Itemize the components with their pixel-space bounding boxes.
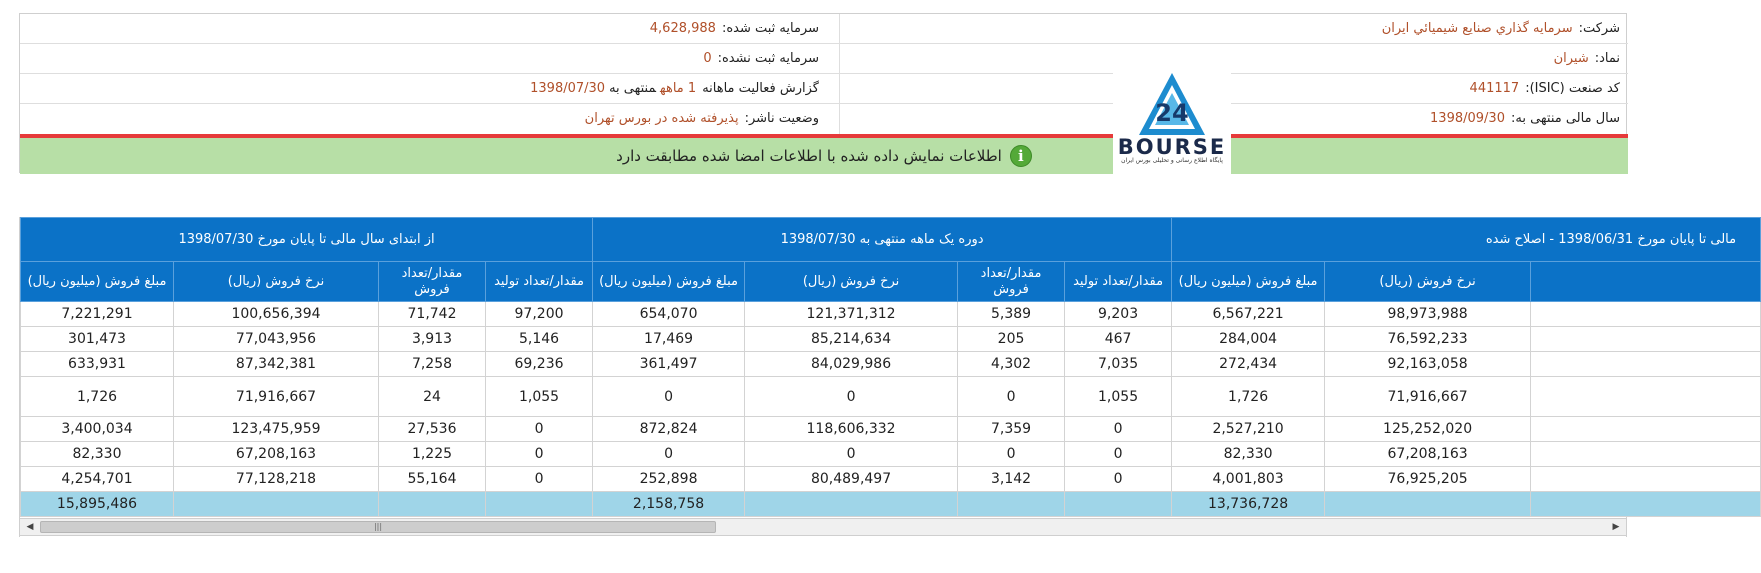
- group-header-row: [21, 218, 1761, 262]
- col-prior-hidden: [1531, 262, 1761, 302]
- cell-prior-hidden: [1531, 417, 1761, 442]
- publisher-row: [20, 104, 840, 134]
- bourse24-logo[interactable]: [1113, 57, 1231, 175]
- cell-month-qty-prod: 0: [1065, 417, 1172, 442]
- unregistered-capital-row: [20, 44, 840, 74]
- cell-month-amount: 17,469: [593, 327, 745, 352]
- cell-month-qty-prod: 7,035: [1065, 352, 1172, 377]
- col-prior-amount: مبلغ فروش (میلیون ریال): [1172, 262, 1325, 302]
- cell-prior-rate: 67,208,163: [1325, 442, 1531, 467]
- col-month-rate: نرخ فروش (ریال): [745, 262, 958, 302]
- verification-notice: [20, 135, 1628, 174]
- cell-ytd-rate: 100,656,394: [174, 302, 379, 327]
- sales-table: [20, 217, 1761, 517]
- cell-ytd-qty-prod: 69,236: [486, 352, 593, 377]
- cell-ytd-amount: 301,473: [21, 327, 174, 352]
- logo-number: 24: [1155, 99, 1189, 127]
- report-period: 1 ماهه: [660, 81, 697, 96]
- symbol-value[interactable]: شيران: [1553, 51, 1589, 66]
- logo-word: BOURSE: [1117, 135, 1227, 159]
- col-month-qty-sale: مقدار/تعداد فروش: [958, 262, 1065, 302]
- cell-prior-amount: 272,434: [1172, 352, 1325, 377]
- cell-month-qty-sale: 3,142: [958, 467, 1065, 492]
- cell-ytd-qty-sale: 71,742: [379, 302, 486, 327]
- cell-ytd-rate: 77,128,218: [174, 467, 379, 492]
- cell-ytd-rate: 67,208,163: [174, 442, 379, 467]
- fiscal-value: 1398/09/30: [1430, 111, 1505, 126]
- unregistered-capital-value: 0: [703, 51, 712, 66]
- cell-ytd-amount: 15,895,486: [21, 492, 174, 517]
- cell-prior-hidden: [1531, 327, 1761, 352]
- cell-prior-amount: 13,736,728: [1172, 492, 1325, 517]
- table-row: [21, 417, 1761, 442]
- isic-label: کد صنعت (ISIC):: [1525, 81, 1620, 96]
- column-header-row: [21, 262, 1761, 302]
- isic-value: 441117: [1469, 81, 1520, 96]
- report-ending-label: منتهی به: [609, 81, 656, 96]
- cell-ytd-rate: 87,342,381: [174, 352, 379, 377]
- cell-ytd-amount: 4,254,701: [21, 467, 174, 492]
- cell-prior-hidden: [1531, 352, 1761, 377]
- cell-month-qty-sale: 7,359: [958, 417, 1065, 442]
- publisher-value: پذیرفته شده در بورس تهران: [584, 111, 739, 126]
- cell-ytd-qty-sale: 7,258: [379, 352, 486, 377]
- cell-ytd-qty-sale: [379, 492, 486, 517]
- cell-month-amount: 654,070: [593, 302, 745, 327]
- cell-month-qty-sale: [958, 492, 1065, 517]
- cell-ytd-qty-prod: [486, 492, 593, 517]
- cell-month-qty-prod: 9,203: [1065, 302, 1172, 327]
- cell-prior-amount: 4,001,803: [1172, 467, 1325, 492]
- cell-prior-hidden: [1531, 492, 1761, 517]
- col-ytd-rate: نرخ فروش (ریال): [174, 262, 379, 302]
- cell-ytd-qty-prod: 5,146: [486, 327, 593, 352]
- cell-month-amount: 0: [593, 377, 745, 417]
- sales-table-viewport: [19, 217, 1737, 537]
- cell-month-rate: 0: [745, 442, 958, 467]
- cell-ytd-rate: [174, 492, 379, 517]
- fiscal-year-row: [840, 104, 1628, 134]
- col-ytd-qty-prod: مقدار/تعداد تولید: [486, 262, 593, 302]
- cell-ytd-qty-sale: 24: [379, 377, 486, 417]
- registered-capital-row: [20, 14, 840, 44]
- cell-month-amount: 872,824: [593, 417, 745, 442]
- cell-month-rate: 121,371,312: [745, 302, 958, 327]
- report-label: گزارش فعالیت ماهانه: [702, 81, 819, 96]
- report-row: [20, 74, 840, 104]
- cell-month-qty-prod: 0: [1065, 467, 1172, 492]
- cell-month-amount: 0: [593, 442, 745, 467]
- cell-month-qty-sale: 4,302: [958, 352, 1065, 377]
- cell-ytd-qty-sale: 27,536: [379, 417, 486, 442]
- publisher-label: وضعیت ناشر:: [744, 111, 819, 126]
- cell-prior-rate: 125,252,020: [1325, 417, 1531, 442]
- table-row: [21, 327, 1761, 352]
- col-ytd-qty-sale: مقدار/تعداد فروش: [379, 262, 486, 302]
- cell-prior-hidden: [1531, 377, 1761, 417]
- cell-month-rate: 118,606,332: [745, 417, 958, 442]
- col-month-qty-prod: مقدار/تعداد تولید: [1065, 262, 1172, 302]
- cell-prior-rate: 71,916,667: [1325, 377, 1531, 417]
- table-row: [21, 442, 1761, 467]
- cell-ytd-amount: 633,931: [21, 352, 174, 377]
- group-header-month: دوره یک ماهه منتهی به 1398/07/30: [593, 218, 1172, 262]
- company-info-panel: [19, 13, 1627, 173]
- cell-prior-rate: 98,973,988: [1325, 302, 1531, 327]
- cell-ytd-qty-sale: 55,164: [379, 467, 486, 492]
- cell-month-rate: 0: [745, 377, 958, 417]
- col-prior-rate: نرخ فروش (ریال): [1325, 262, 1531, 302]
- cell-month-amount: 361,497: [593, 352, 745, 377]
- scroll-right-arrow-icon[interactable]: ▶: [1612, 522, 1620, 532]
- cell-prior-hidden: [1531, 442, 1761, 467]
- col-month-amount: مبلغ فروش (میلیون ریال): [593, 262, 745, 302]
- symbol-label: نماد:: [1594, 51, 1620, 66]
- scrollbar-thumb[interactable]: |||: [40, 521, 716, 533]
- table-row: [21, 302, 1761, 327]
- cell-ytd-qty-sale: 3,913: [379, 327, 486, 352]
- cell-month-rate: 84,029,986: [745, 352, 958, 377]
- sales-table-body: [21, 302, 1761, 517]
- cell-prior-amount: 82,330: [1172, 442, 1325, 467]
- cell-prior-amount: 1,726: [1172, 377, 1325, 417]
- totals-row: [21, 492, 1761, 517]
- cell-prior-amount: 6,567,221: [1172, 302, 1325, 327]
- cell-ytd-amount: 82,330: [21, 442, 174, 467]
- cell-prior-rate: 76,592,233: [1325, 327, 1531, 352]
- scroll-left-arrow-icon[interactable]: ◀: [26, 522, 34, 532]
- cell-prior-rate: [1325, 492, 1531, 517]
- cell-prior-hidden: [1531, 302, 1761, 327]
- cell-prior-amount: 284,004: [1172, 327, 1325, 352]
- logo-subtitle: پایگاه اطلاع رسانی و تحلیلی بورس ایران: [1121, 157, 1223, 164]
- cell-month-rate: 85,214,634: [745, 327, 958, 352]
- cell-ytd-qty-prod: 0: [486, 467, 593, 492]
- cell-month-rate: [745, 492, 958, 517]
- table-row: [21, 377, 1761, 417]
- group-header-prior-label: مالی تا پایان مورخ 1398/06/31 - اصلاح شده: [1485, 232, 1737, 247]
- registered-capital-label: سرمایه ثبت شده:: [721, 21, 819, 36]
- table-row: [21, 467, 1761, 492]
- group-header-prior: [1172, 218, 1761, 262]
- cell-ytd-amount: 3,400,034: [21, 417, 174, 442]
- cell-month-qty-sale: 0: [958, 442, 1065, 467]
- cell-ytd-qty-prod: 97,200: [486, 302, 593, 327]
- cell-month-amount: 252,898: [593, 467, 745, 492]
- cell-month-qty-prod: [1065, 492, 1172, 517]
- cell-month-rate: 80,489,497: [745, 467, 958, 492]
- table-row: [21, 352, 1761, 377]
- company-label: شرکت:: [1578, 21, 1620, 36]
- cell-ytd-rate: 71,916,667: [174, 377, 379, 417]
- logo-triangle-icon: [1137, 71, 1207, 137]
- cell-ytd-qty-sale: 1,225: [379, 442, 486, 467]
- cell-ytd-rate: 123,475,959: [174, 417, 379, 442]
- cell-ytd-rate: 77,043,956: [174, 327, 379, 352]
- horizontal-scrollbar[interactable]: [19, 518, 1627, 536]
- company-value[interactable]: سرمايه گذاري صنايع شيميائي ايران: [1381, 21, 1573, 36]
- info-icon: i: [1010, 145, 1032, 167]
- cell-month-qty-sale: 5,389: [958, 302, 1065, 327]
- cell-prior-rate: 76,925,205: [1325, 467, 1531, 492]
- cell-ytd-amount: 7,221,291: [21, 302, 174, 327]
- notice-text: اطلاعات نمایش داده شده با اطلاعات امضا شده مطابقت دارد: [616, 147, 1002, 165]
- cell-ytd-qty-prod: 0: [486, 417, 593, 442]
- cell-prior-rate: 92,163,058: [1325, 352, 1531, 377]
- group-header-ytd: از ابتدای سال مالی تا پایان مورخ 1398/07/30: [21, 218, 593, 262]
- unregistered-capital-label: سرمایه ثبت نشده:: [717, 51, 819, 66]
- cell-month-amount: 2,158,758: [593, 492, 745, 517]
- cell-month-qty-prod: 0: [1065, 442, 1172, 467]
- symbol-row: [840, 44, 1628, 74]
- cell-month-qty-prod: 467: [1065, 327, 1172, 352]
- cell-ytd-amount: 1,726: [21, 377, 174, 417]
- registered-capital-value: 4,628,988: [649, 21, 716, 36]
- cell-ytd-qty-prod: 1,055: [486, 377, 593, 417]
- cell-prior-amount: 2,527,210: [1172, 417, 1325, 442]
- cell-ytd-qty-prod: 0: [486, 442, 593, 467]
- report-date: 1398/07/30: [530, 81, 606, 96]
- isic-row: [840, 74, 1628, 104]
- cell-month-qty-sale: 205: [958, 327, 1065, 352]
- col-ytd-amount: مبلغ فروش (میلیون ریال): [21, 262, 174, 302]
- company-row: [840, 14, 1628, 44]
- cell-month-qty-sale: 0: [958, 377, 1065, 417]
- cell-prior-hidden: [1531, 467, 1761, 492]
- cell-month-qty-prod: 1,055: [1065, 377, 1172, 417]
- fiscal-label: سال مالی منتهی به:: [1510, 111, 1620, 126]
